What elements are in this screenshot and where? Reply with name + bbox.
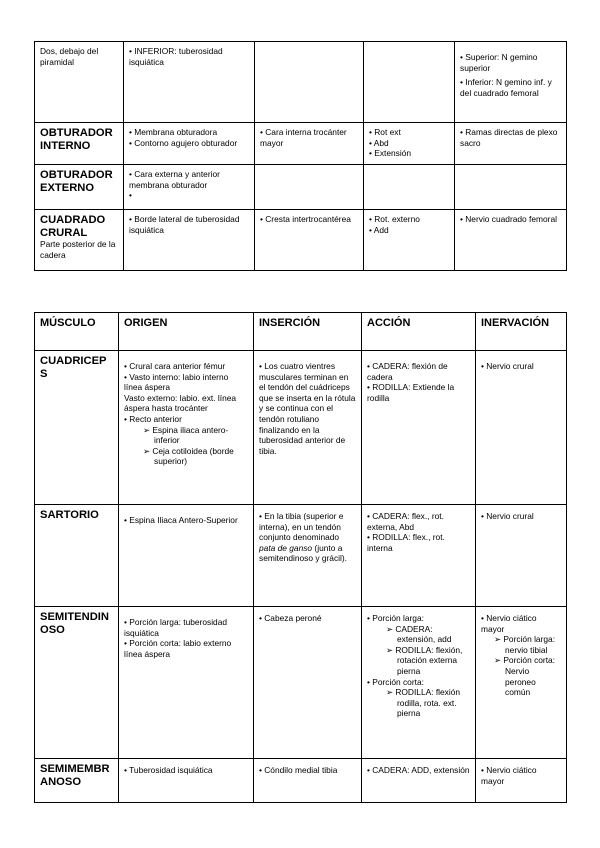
cell-line: • Espina Iliaca Antero-Superior: [124, 515, 238, 525]
origen-cell: [124, 123, 255, 165]
cell-line: • Ramas directas de plexo sacro: [460, 127, 558, 148]
header-label: ACCIÓN: [367, 317, 411, 329]
table-row: [35, 42, 567, 123]
header-musculo: [35, 313, 119, 351]
muscle-table-continued: [34, 41, 567, 271]
insercion-cell: [255, 123, 364, 165]
header-label: ORIGEN: [124, 317, 168, 329]
muscle-cell: [35, 759, 119, 803]
cell-line: ➢ RODILLA: flexión, rotación externa pierna: [386, 644, 463, 676]
insercion-cell: [254, 505, 362, 607]
muscle-note: Parte posterior de la cadera: [40, 239, 116, 260]
muscle-name: SEMITENDINOSO: [40, 611, 109, 636]
cell-line: • Tuberosidad isquiática: [124, 765, 213, 775]
insercion-cell: [255, 42, 364, 123]
accion-cell: [364, 42, 455, 123]
muscle-name: OBTURADOR EXTERNO: [40, 169, 113, 194]
table-row: [35, 123, 567, 165]
muscle-name: Dos, debajo del piramidal: [40, 46, 99, 67]
inervacion-cell: [455, 42, 567, 123]
insercion-cell: [254, 759, 362, 803]
muscle-name: SEMIMEMBRANOSO: [40, 763, 110, 788]
cell-line: •: [129, 190, 132, 201]
cell-line: • Nervio cuadrado femoral: [460, 214, 557, 224]
cell-line: • Cresta intertrocantérea: [260, 214, 351, 224]
cell-line: • Cara externa y anterior membrana obturador: [129, 169, 220, 190]
muscle-cell: [35, 351, 119, 505]
origen-cell: [119, 505, 254, 607]
origen-cell: [124, 210, 255, 271]
muscle-name: CUADRICEPS: [40, 355, 107, 380]
table-row: [35, 607, 567, 759]
cell-line: • Add: [369, 224, 389, 235]
accion-cell: [364, 165, 455, 210]
cell-line: • RODILLA: flex., rot. interna: [367, 532, 445, 553]
insercion-cell: [255, 165, 364, 210]
cell-line: • Porción larga:: [367, 613, 424, 623]
accion-cell: [362, 505, 476, 607]
muscle-cell: [35, 123, 124, 165]
muscle-name: SARTORIO: [40, 509, 99, 521]
cell-text-italic: pata de ganso: [259, 542, 313, 553]
table-row: [35, 505, 567, 607]
table-row: [35, 165, 567, 210]
cell-line: • CADERA: ADD, extensión: [367, 765, 470, 775]
cell-line: • Los cuatro vientres musculares terminan en el tendón del cuádriceps que se inserta en la rótula y se continua con el tendón rotuliano finalizando en la tuberosidad anterior de tibia.: [259, 361, 356, 456]
header-accion: [362, 313, 476, 351]
header-origen: [119, 313, 254, 351]
cell-line: • Cóndilo medial tibia: [259, 765, 338, 775]
cell-line: • Contorno agujero obturador: [129, 137, 238, 148]
muscle-cell: [35, 42, 124, 123]
origen-cell: [119, 607, 254, 759]
accion-cell: [364, 210, 455, 271]
accion-cell: [362, 351, 476, 505]
inervacion-cell: [476, 759, 567, 803]
accion-cell: [364, 123, 455, 165]
cell-line: ➢ CADERA: extensión, add: [386, 623, 452, 645]
inervacion-cell: [455, 123, 567, 165]
cell-line: • Nervio ciático mayor: [481, 765, 537, 786]
accion-cell: [362, 607, 476, 759]
inervacion-cell: [476, 607, 567, 759]
muscle-table: [34, 312, 567, 803]
cell-line: • Nervio ciático mayor: [481, 613, 537, 634]
cell-line: • Nervio crural: [481, 511, 534, 521]
inervacion-cell: [455, 210, 567, 271]
origen-cell: [124, 165, 255, 210]
header-label: INSERCIÓN: [259, 317, 321, 329]
insercion-cell: [254, 351, 362, 505]
cell-line: ➢ Porción corta: Nervio peroneo común: [494, 655, 556, 698]
header-row: [35, 313, 567, 351]
cell-text: (junto a semitendinoso y grácil).: [259, 542, 347, 564]
cell-line: • Recto anterior: [124, 413, 182, 424]
cell-line: • Porción corta:: [367, 676, 424, 687]
header-inervacion: [476, 313, 567, 351]
cell-line: • Cara interna trocánter mayor: [260, 127, 347, 148]
cell-line: • Inferior: N gemino inf. y del cuadrado femoral: [460, 77, 552, 98]
cell-line: ➢ Espina iliaca antero-inferior: [143, 424, 229, 446]
accion-cell: [362, 759, 476, 803]
origen-cell: [119, 351, 254, 505]
muscle-cell: [35, 210, 124, 271]
origen-cell: [119, 759, 254, 803]
origen-cell: [124, 42, 255, 123]
cell-line: • Borde lateral de tuberosidad isquiática: [129, 214, 240, 235]
cell-line: • Abd: [369, 137, 389, 148]
cell-line: • Rot. externo: [369, 214, 420, 224]
cell-line: • Membrana obturadora: [129, 127, 218, 137]
header-label: INERVACIÓN: [481, 317, 550, 329]
cell-line: • Cabeza peroné: [259, 613, 322, 623]
cell-line: • CADERA: flexión de cadera: [367, 361, 448, 382]
cell-line: ➢ RODILLA: flexión rodilla, rota. ext. pierna: [386, 687, 461, 719]
table-row: [35, 351, 567, 505]
inervacion-cell: [455, 165, 567, 210]
cell-line: • Crural cara anterior fémur: [124, 361, 226, 371]
muscle-name: CUADRADO CRURAL: [40, 214, 106, 239]
muscle-name: OBTURADOR INTERNO: [40, 127, 113, 152]
cell-line: ➢ Porción larga: nervio tibial: [494, 634, 556, 655]
inervacion-cell: [476, 351, 567, 505]
cell-line: • RODILLA: Extiende la rodilla: [367, 382, 455, 403]
cell-line: • Extensión: [369, 148, 412, 159]
header-label: MÚSCULO: [40, 317, 96, 329]
cell-line: • CADERA: flex., rot. externa, Abd: [367, 511, 444, 532]
cell-text: • En la tibia (superior e interna), en un tendón conjunto denominado: [259, 511, 344, 543]
inervacion-cell: [476, 505, 567, 607]
cell-line: • INFERIOR: tuberosidad isquiática: [129, 46, 223, 67]
muscle-cell: [35, 505, 119, 607]
cell-line: • Porción larga: tuberosidad isquiática: [124, 617, 228, 638]
cell-line: [259, 511, 356, 564]
cell-line: ➢ Ceja cotiloidea (borde superior): [143, 445, 234, 467]
cell-line: • Rot ext: [369, 127, 401, 137]
cell-line: • Nervio crural: [481, 361, 534, 371]
muscle-cell: [35, 165, 124, 210]
cell-line: • Porción corta: labio externo línea áspera: [124, 638, 232, 659]
cell-line: • Vasto interno: labio interno línea áspera: [124, 371, 229, 393]
insercion-cell: [255, 210, 364, 271]
muscle-cell: [35, 607, 119, 759]
header-insercion: [254, 313, 362, 351]
cell-line: Vasto externo: labio. ext. línea áspera hasta trocánter: [124, 392, 237, 414]
table-row: [35, 759, 567, 803]
cell-line: • Superior: N gemino superior: [460, 52, 538, 73]
insercion-cell: [254, 607, 362, 759]
table-row: [35, 210, 567, 271]
